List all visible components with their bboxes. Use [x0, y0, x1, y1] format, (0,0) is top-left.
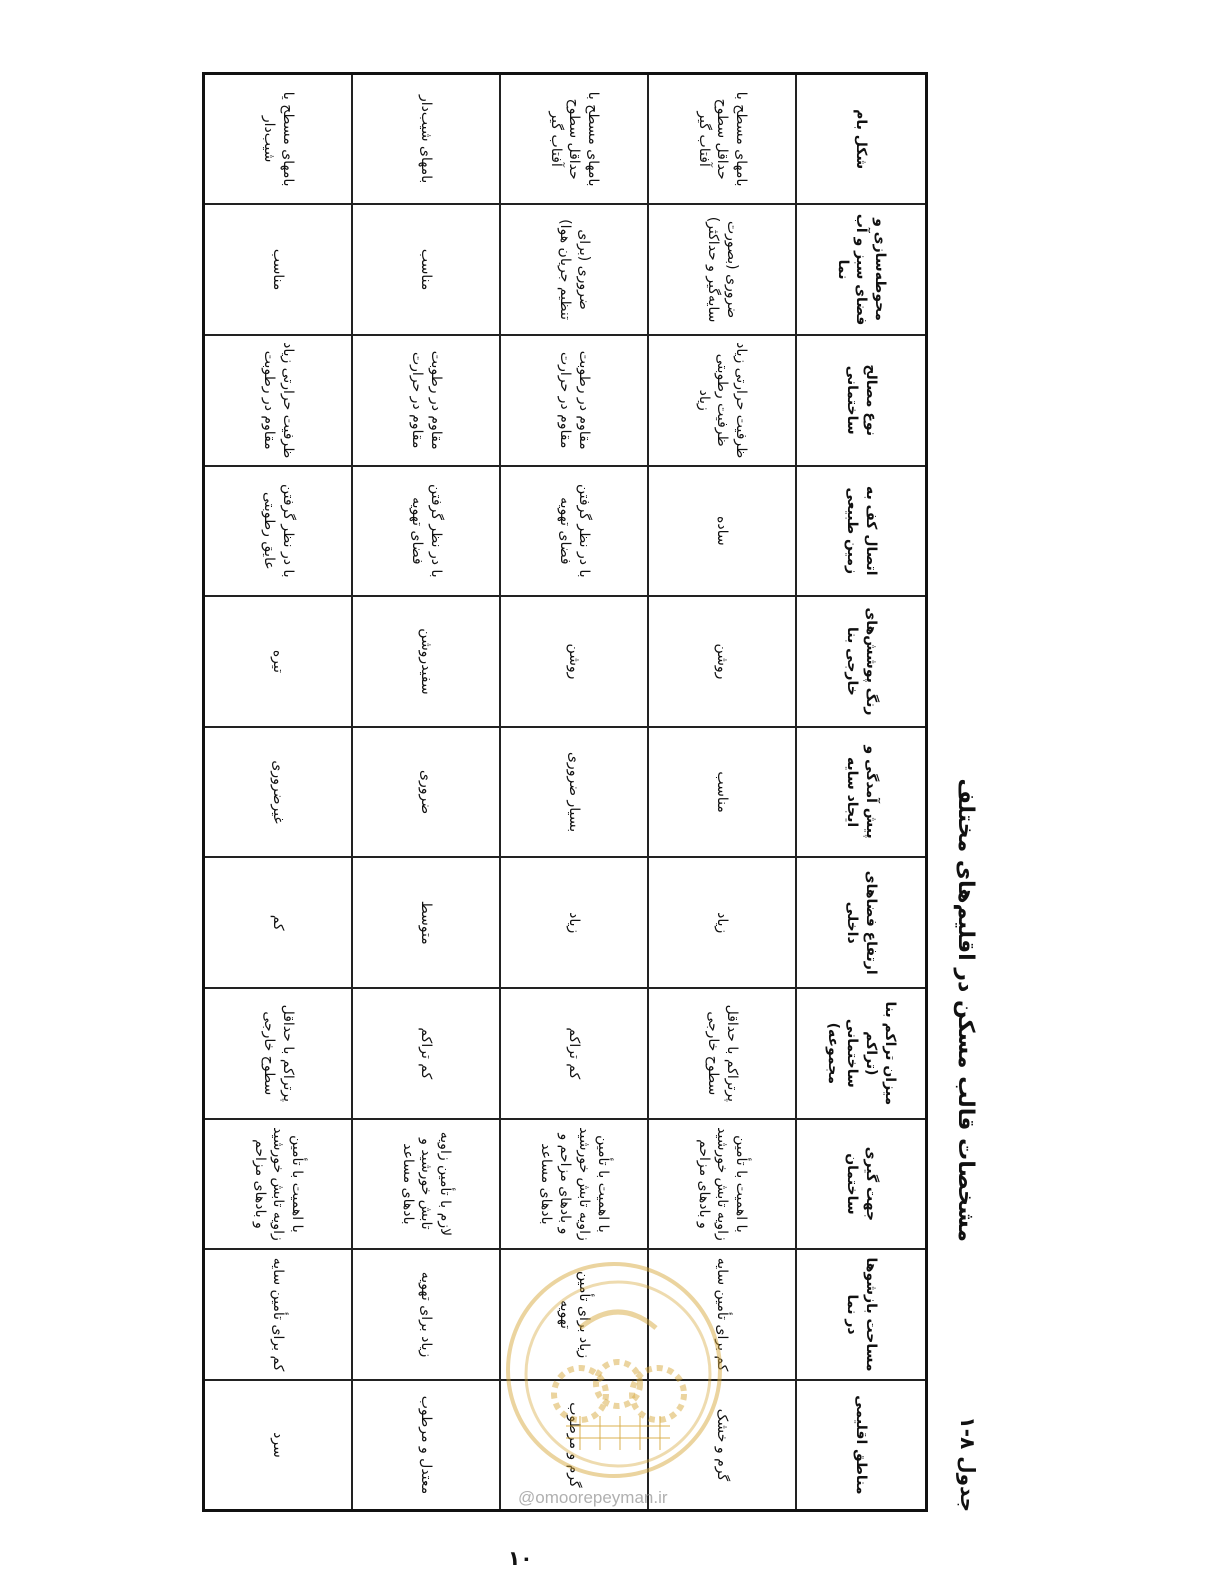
table-cell: بامهای شیب‌دار	[352, 74, 500, 205]
table-cell: کم برای تأمین سایه	[648, 1249, 796, 1380]
table-cell: مناسب	[204, 204, 353, 335]
table-cell: ضروری	[352, 727, 500, 858]
table-cell: کم تراکم	[352, 988, 500, 1119]
table-cell: زیاد	[648, 857, 796, 988]
table-cell: زیاد برای تأمین تهویه	[500, 1249, 648, 1380]
table-cell: ضروری (برای تنظیم جریان هوا)	[500, 204, 648, 335]
page-number: ۱۰	[508, 1546, 533, 1570]
table-header-row	[796, 74, 927, 1511]
header-cell: مساحت بازشوها در نما	[796, 1249, 927, 1380]
table-cell: با در نظر گرفتن فضای تهویه	[500, 466, 648, 597]
table-caption	[940, 72, 984, 1512]
table-title: مشخصات قالب مسکن در اقلیم‌های مختلف	[953, 778, 978, 1242]
table-cell: مناسب	[352, 204, 500, 335]
table-cell: گرم و مرطوب	[500, 1380, 648, 1511]
table-cell: گرم و خشک	[648, 1380, 796, 1511]
table-cell: لازم با تأمین زاویه تابش خورشید و بادهای مساعد	[352, 1119, 500, 1250]
watermark-url: @omoorepeyman.ir	[518, 1488, 668, 1507]
table-cell: روشن	[500, 596, 648, 727]
table-cell: زیاد برای تهویه	[352, 1249, 500, 1380]
table-cell: ظرفیت حرارتی زیاد مقاوم در رطوبت	[204, 335, 353, 466]
table-row	[204, 74, 353, 1511]
header-cell: ارتفاع فضاهای داخلی	[796, 857, 927, 988]
table-cell: با در نظر گرفتن فضای تهویه	[352, 466, 500, 597]
table-cell: زیاد	[500, 857, 648, 988]
header-cell: محوطه‌سازی و فضای سبز و آب نما	[796, 204, 927, 335]
table-cell: با اهمیت با تأمین زاویه تابش خورشید و بادهای مزاحم و بادهای مساعد	[500, 1119, 648, 1250]
table-cell: ضروری (بصورت سایه‌گیر و حداکثر)	[648, 204, 796, 335]
header-cell: اتصال کف به زمین طبیعی	[796, 466, 927, 597]
table-cell: تیره	[204, 596, 353, 727]
table-cell: کم تراکم	[500, 988, 648, 1119]
header-cell: نوع مصالح ساختمانی	[796, 335, 927, 466]
table-cell: مقاوم در رطوبت مقاوم در حرارت	[500, 335, 648, 466]
table-number: جدول ۸-۱	[956, 1416, 980, 1512]
table-cell: متوسط	[352, 857, 500, 988]
table-cell: با اهمیت با تأمین زاویه تابش خورشید و بادهای مزاحم	[204, 1119, 353, 1250]
header-cell: مناطق اقلیمی	[796, 1380, 927, 1511]
header-cell: رنگ پوشش‌های خارجی بنا	[796, 596, 927, 727]
table-cell: غیرضروری	[204, 727, 353, 858]
table-cell: مناسب	[648, 727, 796, 858]
table-cell: سرد	[204, 1380, 353, 1511]
table-cell: معتدل و مرطوب	[352, 1380, 500, 1511]
table-cell: ظرفیت حرارتی زیاد ظرفیت رطوبتی زیاد	[648, 335, 796, 466]
header-cell: جهت گیری ساختمان	[796, 1119, 927, 1250]
table-cell: بامهای مسطح با حداقل سطوح آفتاب گیر	[500, 74, 648, 205]
table-cell: پرتراکم با حداقل سطوح خارجی	[648, 988, 796, 1119]
header-cell: پیش آمدگی و ایجاد سایه	[796, 727, 927, 858]
header-cell: میزان تراکم بنا (تراکم ساختمانی مجموعه)	[796, 988, 927, 1119]
table-cell: کم برای تأمین سایه	[204, 1249, 353, 1380]
table-cell: ساده	[648, 466, 796, 597]
table-cell: کم	[204, 857, 353, 988]
watermark-stamp-icon	[506, 1262, 722, 1478]
header-cell: شکل بام	[796, 74, 927, 205]
table-cell: پرتراکم با حداقل سطوح خارجی	[204, 988, 353, 1119]
table-cell: روشن	[648, 596, 796, 727]
table-row	[352, 74, 500, 1511]
gear-logo-icon	[510, 1266, 726, 1482]
table-cell: سفیدروشن	[352, 596, 500, 727]
table-cell: بسیار ضروری	[500, 727, 648, 858]
table-cell: مقاوم در رطوبت مقاوم در حرارت	[352, 335, 500, 466]
table-cell: بامهای مسطح یا شیب‌دار	[204, 74, 353, 205]
table-cell: با اهمیت با تأمین زاویه تابش خورشید و بادهای مزاحم	[648, 1119, 796, 1250]
table-cell: بامهای مسطح با حداقل سطوح آفتاب گیر	[648, 74, 796, 205]
table-cell: با در نظر گرفتن عایق رطوبتی	[204, 466, 353, 597]
